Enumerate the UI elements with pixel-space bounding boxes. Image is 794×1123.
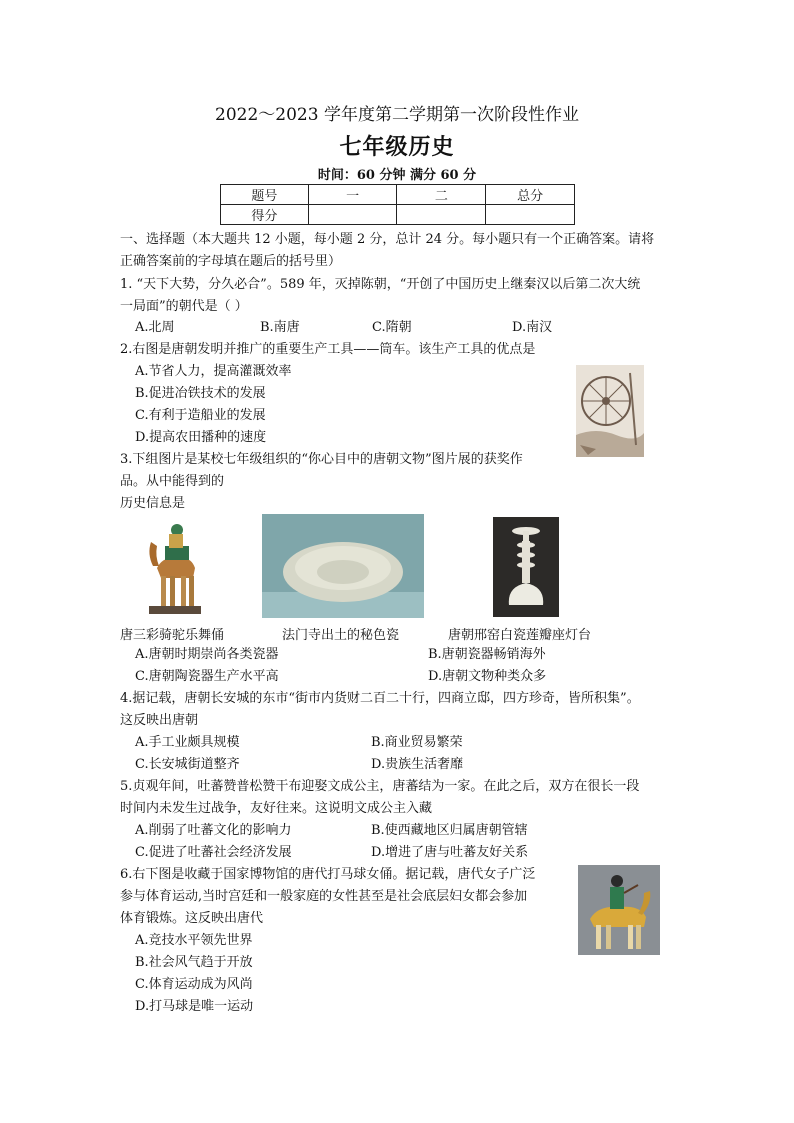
score-cell: 一 bbox=[308, 185, 397, 205]
q2-option-b[interactable]: B.促进冶铁技术的发展 bbox=[135, 386, 266, 401]
score-table bbox=[220, 184, 575, 225]
camel-figurine-image bbox=[143, 516, 209, 616]
exam-time: 时间：60 分钟 满分 60 分 bbox=[317, 168, 477, 183]
q5-option-d[interactable]: D.增进了唐与吐蕃友好关系 bbox=[371, 845, 529, 860]
celadon-bowl-image bbox=[262, 514, 424, 618]
score-cell: 得分 bbox=[221, 205, 309, 225]
q3-stem: 历史信息是 bbox=[120, 496, 186, 511]
q3-option-b[interactable]: B.唐朝瓷器畅销海外 bbox=[428, 647, 546, 662]
q4-option-c[interactable]: C.长安城街道整齐 bbox=[135, 757, 240, 772]
score-cell[interactable] bbox=[486, 205, 575, 225]
score-table-row bbox=[221, 205, 575, 225]
q1-option-a[interactable]: A.北周 bbox=[135, 320, 175, 335]
q4-option-d[interactable]: D.贵族生活奢靡 bbox=[371, 757, 464, 772]
q4-option-b[interactable]: B.商业贸易繁荣 bbox=[371, 735, 463, 750]
q5-stem: 时间内未发生过战争，友好往来。这说明文成公主入藏 bbox=[120, 801, 433, 816]
image-caption: 法门寺出土的秘色瓷 bbox=[282, 628, 400, 643]
q3-stem: 品。从中能得到的 bbox=[120, 474, 225, 489]
q5-option-a[interactable]: A.削弱了吐蕃文化的影响力 bbox=[135, 823, 292, 838]
q2-option-a[interactable]: A.节省人力，提高灌溉效率 bbox=[135, 364, 292, 379]
q4-stem: 4.据记载，唐朝长安城的东市“街市内货财二百二十行，四商立邸，四方珍奇，皆所积集”。 bbox=[120, 691, 640, 706]
q6-stem: 参与体育运动,当时宫廷和一般家庭的女性甚至是社会底层妇女都会参加 bbox=[120, 889, 528, 904]
q6-stem: 6.右下图是收藏于国家博物馆的唐代打马球女俑。据记载，唐代女子广泛 bbox=[120, 867, 536, 882]
score-cell: 总分 bbox=[486, 185, 575, 205]
image-caption: 唐三彩骑驼乐舞俑 bbox=[120, 628, 225, 643]
q6-option-c[interactable]: C.体育运动成为风尚 bbox=[135, 977, 253, 992]
score-cell: 二 bbox=[397, 185, 486, 205]
q3-option-a[interactable]: A.唐朝时期崇尚各类瓷器 bbox=[135, 647, 279, 662]
q6-option-b[interactable]: B.社会风气趋于开放 bbox=[135, 955, 253, 970]
q1-stem: 一局面”的朝代是（ ） bbox=[120, 299, 248, 314]
score-table-header-row bbox=[221, 185, 575, 205]
q2-option-c[interactable]: C.有利于造船业的发展 bbox=[135, 408, 266, 423]
q5-option-b[interactable]: B.使西藏地区归属唐朝管辖 bbox=[371, 823, 528, 838]
score-cell[interactable] bbox=[308, 205, 397, 225]
q1-option-d[interactable]: D.南汉 bbox=[512, 320, 553, 335]
q2-option-d[interactable]: D.提高农田播种的速度 bbox=[135, 430, 267, 445]
polo-figurine-image bbox=[578, 865, 660, 955]
exam-title: 2022～2023 学年度第二学期第一次阶段性作业 bbox=[215, 105, 579, 125]
q1-stem: 1. “天下大势，分久必合”。589 年，灭掉陈朝，“开创了中国历史上继秦汉以后第二次大统 bbox=[120, 277, 641, 292]
q6-option-a[interactable]: A.竞技水平领先世界 bbox=[135, 933, 253, 948]
exam-subject: 七年级历史 bbox=[339, 134, 455, 160]
q6-stem: 体育锻炼。这反映出唐代 bbox=[120, 911, 264, 926]
q3-option-c[interactable]: C.唐朝陶瓷器生产水平高 bbox=[135, 669, 279, 684]
q1-option-c[interactable]: C.隋朝 bbox=[372, 320, 412, 335]
q4-option-a[interactable]: A.手工业颇具规模 bbox=[135, 735, 240, 750]
q6-option-d[interactable]: D.打马球是唯一运动 bbox=[135, 999, 254, 1014]
q5-option-c[interactable]: C.促进了吐蕃社会经济发展 bbox=[135, 845, 292, 860]
lamp-stand-image bbox=[493, 517, 559, 617]
section-intro-line: 正确答案前的字母填在题后的括号里） bbox=[120, 254, 342, 269]
q1-option-b[interactable]: B.南唐 bbox=[260, 320, 300, 335]
section-intro-line: 一、选择题（本大题共 12 小题，每小题 2 分，总计 24 分。每小题只有一个正确答案。请将 bbox=[120, 232, 655, 247]
q3-option-d[interactable]: D.唐朝文物种类众多 bbox=[428, 669, 547, 684]
water-wheel-image bbox=[576, 365, 644, 457]
score-cell[interactable] bbox=[397, 205, 486, 225]
q2-stem: 2.右图是唐朝发明并推广的重要生产工具——筒车。该生产工具的优点是 bbox=[120, 342, 536, 357]
image-caption: 唐朝邢窑白瓷莲瓣座灯台 bbox=[448, 628, 592, 643]
score-cell: 题号 bbox=[221, 185, 309, 205]
q4-stem: 这反映出唐朝 bbox=[120, 713, 199, 728]
q3-stem: 3.下组图片是某校七年级组织的“你心目中的唐朝文物”图片展的获奖作 bbox=[120, 452, 523, 467]
q5-stem: 5.贞观年间，吐蕃赞普松赞干布迎娶文成公主，唐蕃结为一家。在此之后，双方在很长一段 bbox=[120, 779, 640, 794]
